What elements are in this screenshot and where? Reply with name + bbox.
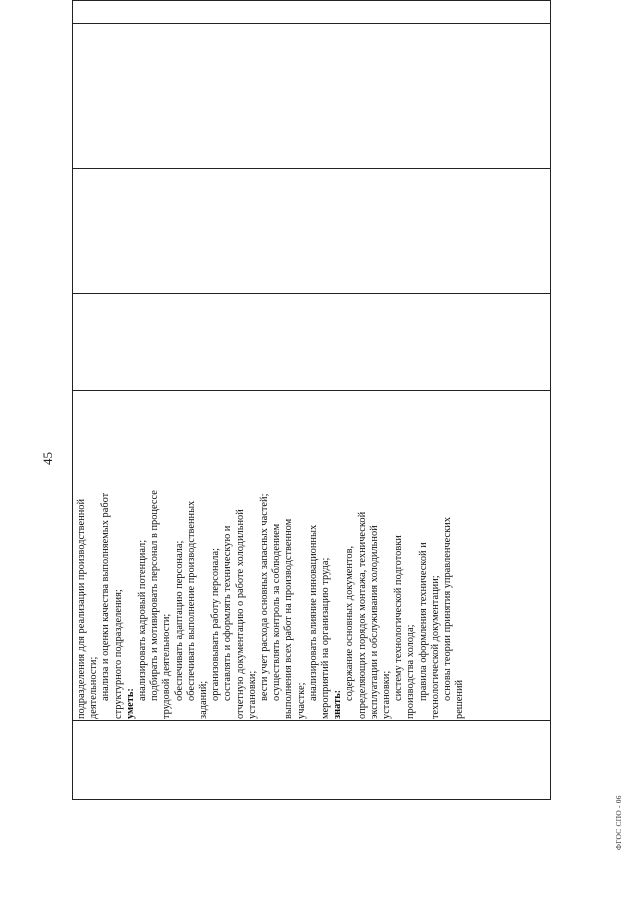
text-line: установки; [246, 670, 258, 719]
text-line: производства холода; [405, 624, 417, 719]
column-divider [73, 23, 550, 24]
text-line: отчетную документацию о работе холодильной [234, 509, 246, 719]
text-line: подразделения для реализации производственной [76, 498, 87, 719]
competency-text-cell [76, 399, 467, 719]
text-line: организовывать работу персонала; [210, 548, 222, 701]
text-line: подбирать и мотивировать персонал в процессе [149, 490, 161, 701]
text-line: участке; [295, 682, 307, 719]
text-line: анализа и оценки качества выполняемых работ [100, 492, 112, 701]
text-line: основы теории принятия управленческих [442, 517, 454, 701]
text-line: обеспечивать выполнение производственных [185, 500, 197, 701]
column-divider [73, 390, 550, 391]
text-line: деятельности; [88, 656, 100, 719]
footer-document-code: ФГОС СПО - 06 [614, 795, 623, 850]
text-line: выполнения всех работ на производственном [283, 518, 295, 719]
text-line: анализировать кадровый потенциал; [137, 539, 149, 701]
text-line: систему технологической подготовки [393, 535, 405, 701]
column-divider [73, 293, 550, 294]
text-line: решений [454, 679, 466, 719]
text-line: правила оформления технической и [417, 542, 429, 701]
text-line: технологической документации; [429, 575, 441, 719]
text-line: знать: [332, 689, 344, 719]
text-line: вести учет расхода основных запасных частей; [259, 493, 271, 701]
text-line: уметь: [124, 688, 136, 719]
text-line: заданий; [198, 680, 210, 719]
text-line: составлять и оформлять техническую и [222, 525, 234, 701]
text-line: обеспечивать адаптацию персонала; [173, 540, 185, 701]
column-divider [73, 168, 550, 169]
text-line: структурного подразделения; [112, 589, 124, 719]
competency-table [72, 0, 551, 800]
text-line: определяющих порядок монтажа, технической [356, 511, 368, 719]
text-line: осуществлять контроль за соблюдением [271, 523, 283, 701]
text-line: эксплуатации и обслуживания холодильной [368, 525, 380, 719]
text-line: трудовой деятельности; [161, 613, 173, 719]
text-line: мероприятий на организацию труда; [320, 557, 332, 719]
text-line: установки; [381, 670, 393, 719]
page-number: 45 [40, 452, 55, 465]
column-divider [73, 720, 550, 721]
text-line: анализировать влияние инновационных [307, 524, 319, 701]
text-line: содержание основных документов, [344, 545, 356, 701]
